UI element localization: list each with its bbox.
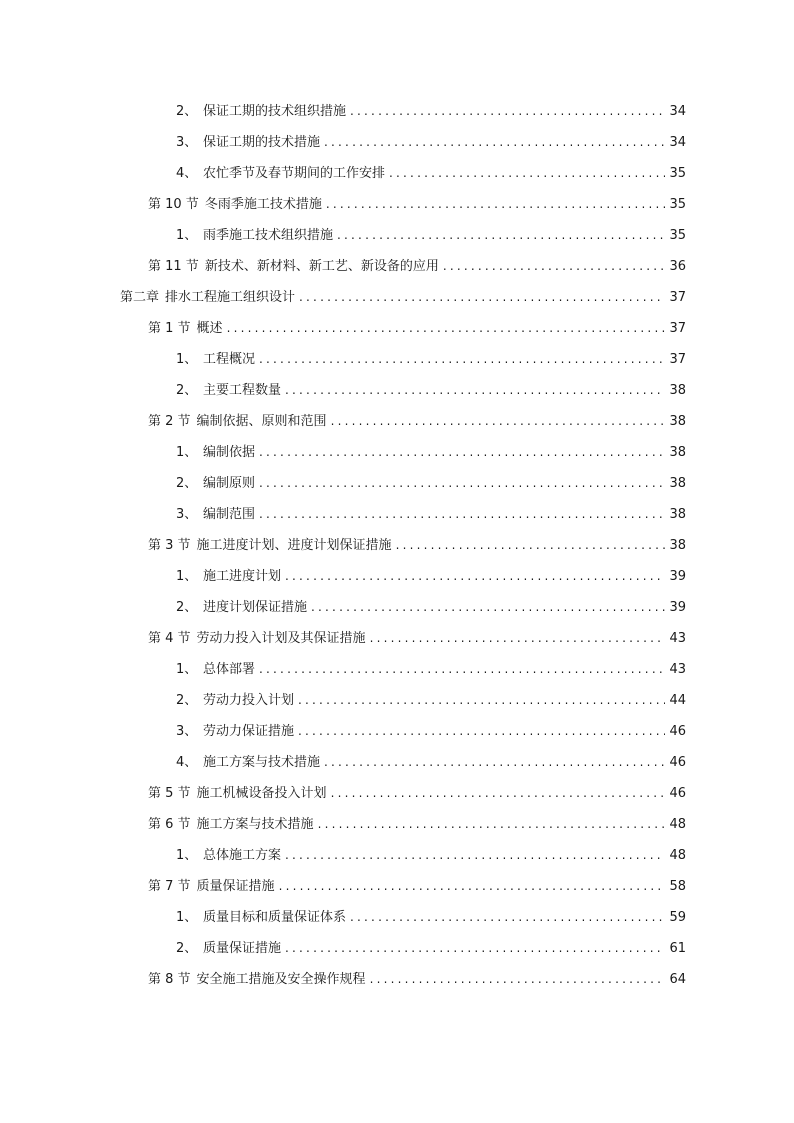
dot-leader (298, 685, 665, 716)
toc-entry-number: 2、 (176, 476, 198, 491)
toc-entry[interactable] (0, 809, 794, 840)
toc-entry-title: 农忙季节及春节期间的工作安排 (203, 166, 386, 181)
toc-entry[interactable] (0, 251, 794, 282)
toc-entry[interactable] (0, 840, 794, 871)
toc-entry-number: 2、 (176, 600, 198, 615)
toc-entry[interactable] (0, 344, 794, 375)
toc-entry-number: 1、 (176, 848, 198, 863)
toc-entry-title: 安全施工措施及安全操作规程 (196, 972, 366, 987)
toc-entry-page-number: 46 (669, 755, 686, 770)
toc-entry-page-number: 59 (669, 910, 686, 925)
toc-entry-title: 保证工期的技术措施 (203, 135, 321, 150)
dot-leader (350, 96, 665, 127)
dot-leader (299, 282, 665, 313)
toc-entry-page-number: 34 (669, 104, 686, 119)
toc-entry-title: 编制范围 (203, 507, 256, 522)
toc-entry-page-number: 38 (669, 383, 686, 398)
toc-entry-number: 第二章 (120, 290, 160, 305)
toc-entry-title: 新技术、新材料、新工艺、新设备的应用 (204, 259, 439, 274)
dot-leader (259, 654, 665, 685)
toc-entry-title: 雨季施工技术组织措施 (203, 228, 334, 243)
toc-entry-number: 第 5 节 (148, 786, 191, 801)
toc-entry-title: 概述 (196, 321, 223, 336)
dot-leader (285, 375, 665, 406)
dot-leader (331, 778, 666, 809)
dot-leader (285, 840, 665, 871)
dot-leader (259, 468, 665, 499)
toc-entry[interactable] (0, 716, 794, 747)
toc-entry-title: 进度计划保证措施 (203, 600, 308, 615)
dot-leader (396, 530, 666, 561)
toc-entry-number: 2、 (176, 693, 198, 708)
toc-entry[interactable] (0, 623, 794, 654)
toc-entry-page-number: 43 (669, 631, 686, 646)
dot-leader (298, 716, 665, 747)
toc-entry-title: 保证工期的技术组织措施 (203, 104, 347, 119)
toc-entry-number: 2、 (176, 941, 198, 956)
dot-leader (259, 437, 665, 468)
toc-entry-number: 2、 (176, 104, 198, 119)
toc-entry[interactable] (0, 189, 794, 220)
dot-leader (331, 406, 666, 437)
toc-entry-page-number: 46 (669, 786, 686, 801)
toc-entry-title: 施工进度计划、进度计划保证措施 (196, 538, 392, 553)
dot-leader (443, 251, 666, 282)
toc-entry-title: 质量保证措施 (203, 941, 282, 956)
dot-leader (324, 747, 665, 778)
toc-entry-page-number: 43 (669, 662, 686, 677)
toc-entry-title: 编制依据 (203, 445, 256, 460)
toc-entry-number: 3、 (176, 135, 198, 150)
toc-entry[interactable] (0, 747, 794, 778)
dot-leader (285, 933, 665, 964)
toc-entry-title: 工程概况 (203, 352, 256, 367)
dot-leader (227, 313, 666, 344)
toc-entry-page-number: 64 (669, 972, 686, 987)
dot-leader (259, 499, 665, 530)
dot-leader (279, 871, 666, 902)
toc-entry-page-number: 58 (669, 879, 686, 894)
toc-entry-number: 1、 (176, 445, 198, 460)
toc-entry-number: 第 7 节 (148, 879, 191, 894)
toc-entry-number: 1、 (176, 910, 198, 925)
toc-entry-title: 施工进度计划 (203, 569, 282, 584)
toc-entry[interactable] (0, 437, 794, 468)
toc-entry-page-number: 39 (669, 600, 686, 615)
toc-entry-title: 总体部署 (203, 662, 256, 677)
toc-entry-number: 1、 (176, 569, 198, 584)
toc-entry-page-number: 35 (669, 166, 686, 181)
toc-entry-page-number: 38 (669, 507, 686, 522)
toc-entry-page-number: 34 (669, 135, 686, 150)
dot-leader (337, 220, 665, 251)
toc-entry-title: 质量保证措施 (196, 879, 275, 894)
toc-entry-page-number: 48 (669, 848, 686, 863)
toc-entry[interactable] (0, 592, 794, 623)
toc-entry-number: 第 11 节 (148, 259, 199, 274)
toc-entry-page-number: 48 (669, 817, 686, 832)
toc-entry-page-number: 38 (669, 538, 686, 553)
toc-entry-page-number: 38 (669, 414, 686, 429)
toc-entry-page-number: 61 (669, 941, 686, 956)
toc-entry-number: 第 3 节 (148, 538, 191, 553)
dot-leader (324, 127, 665, 158)
toc-entry[interactable] (0, 778, 794, 809)
toc-entry-title: 编制依据、原则和范围 (196, 414, 327, 429)
toc-entry[interactable] (0, 933, 794, 964)
dot-leader (311, 592, 665, 623)
toc-entry[interactable] (0, 313, 794, 344)
toc-entry[interactable] (0, 127, 794, 158)
toc-entry[interactable] (0, 685, 794, 716)
dot-leader (370, 964, 666, 995)
table-of-contents (0, 96, 794, 995)
toc-entry[interactable] (0, 902, 794, 933)
toc-entry-number: 第 1 节 (148, 321, 191, 336)
toc-entry-number: 1、 (176, 352, 198, 367)
toc-entry-page-number: 37 (669, 352, 686, 367)
toc-entry-page-number: 38 (669, 476, 686, 491)
toc-entry-title: 质量目标和质量保证体系 (203, 910, 347, 925)
toc-entry-page-number: 44 (669, 693, 686, 708)
toc-entry-title: 主要工程数量 (203, 383, 282, 398)
toc-entry-page-number: 36 (669, 259, 686, 274)
toc-entry-title: 施工方案与技术措施 (196, 817, 314, 832)
toc-entry[interactable] (0, 282, 794, 313)
toc-entry-number: 3、 (176, 507, 198, 522)
toc-entry[interactable] (0, 220, 794, 251)
toc-entry-page-number: 39 (669, 569, 686, 584)
toc-entry[interactable] (0, 871, 794, 902)
toc-entry-title: 冬雨季施工技术措施 (204, 197, 322, 212)
dot-leader (326, 189, 666, 220)
toc-entry[interactable] (0, 530, 794, 561)
toc-entry-number: 第 4 节 (148, 631, 191, 646)
toc-entry-page-number: 38 (669, 445, 686, 460)
toc-entry-title: 总体施工方案 (203, 848, 282, 863)
toc-entry-page-number: 46 (669, 724, 686, 739)
toc-entry-page-number: 37 (669, 321, 686, 336)
toc-entry-title: 劳动力投入计划 (203, 693, 295, 708)
toc-entry-number: 2、 (176, 383, 198, 398)
dot-leader (389, 158, 665, 189)
toc-entry[interactable] (0, 96, 794, 127)
toc-entry-number: 1、 (176, 662, 198, 677)
toc-entry[interactable] (0, 468, 794, 499)
toc-entry-title: 排水工程施工组织设计 (165, 290, 296, 305)
toc-entry-title: 施工机械设备投入计划 (196, 786, 327, 801)
toc-entry-number: 第 6 节 (148, 817, 191, 832)
dot-leader (259, 344, 665, 375)
toc-entry[interactable] (0, 499, 794, 530)
toc-entry[interactable] (0, 964, 794, 995)
toc-entry-number: 4、 (176, 755, 198, 770)
toc-entry-title: 编制原则 (203, 476, 256, 491)
toc-entry[interactable] (0, 406, 794, 437)
toc-entry[interactable] (0, 561, 794, 592)
dot-leader (370, 623, 666, 654)
dot-leader (318, 809, 666, 840)
toc-entry-page-number: 35 (669, 228, 686, 243)
toc-entry[interactable] (0, 375, 794, 406)
toc-entry-number: 第 2 节 (148, 414, 191, 429)
toc-entry-title: 施工方案与技术措施 (203, 755, 321, 770)
toc-entry-page-number: 35 (669, 197, 686, 212)
dot-leader (350, 902, 665, 933)
toc-entry[interactable] (0, 158, 794, 189)
toc-entry-number: 4、 (176, 166, 198, 181)
toc-entry-page-number: 37 (669, 290, 686, 305)
toc-entry-number: 3、 (176, 724, 198, 739)
toc-entry-title: 劳动力投入计划及其保证措施 (196, 631, 366, 646)
toc-entry-number: 第 10 节 (148, 197, 199, 212)
toc-entry-number: 1、 (176, 228, 198, 243)
toc-entry-number: 第 8 节 (148, 972, 191, 987)
dot-leader (285, 561, 665, 592)
toc-entry-title: 劳动力保证措施 (203, 724, 295, 739)
toc-entry[interactable] (0, 654, 794, 685)
